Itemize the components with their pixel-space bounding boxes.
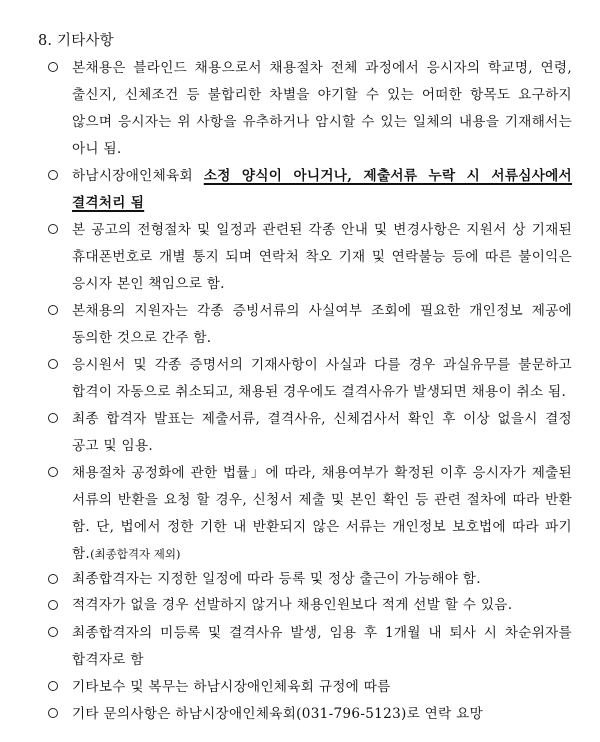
circle-bullet-icon <box>48 170 58 180</box>
circle-bullet-icon <box>48 359 58 369</box>
item-text: 본채용의 지원자는 각종 증빙서류의 사실여부 조회에 필요한 개인정보 제공에 동의한 것으로 간주 함. <box>72 303 572 346</box>
item-text: 채용절차 공정화에 관한 법률」에 따라, 채용여부가 확정된 이후 응시자가 제출된 서류의 반환을 요청 할 경우, 신청서 제출 및 본인 확인 등 관련 절차에 따라 반환 함. 단, 법에서 정한 기한 내 반환되지 않은 서류는 개인정보 보호법에 따라 파기 함. <box>72 465 572 562</box>
item-text: 본 공고의 전형절차 및 일정과 관련된 각종 안내 및 변경사항은 지원서 상 기재된 휴대폰번호로 개별 통지 되며 연락처 착오 기재 및 연락불능 등에 따른 불이익은 응시자 본인 책임으로 함. <box>72 222 572 292</box>
circle-bullet-icon <box>48 627 58 637</box>
section-title: 8. 기타사항 <box>38 33 114 49</box>
list-item-next-candidate <box>38 620 572 674</box>
item-prefix: 하남시장애인체육회 <box>72 168 204 184</box>
list-item-form-requirement <box>38 163 572 217</box>
item-text: 본채용은 블라인드 채용으로서 채용절차 전체 과정에서 응시자의 학교명, 연령, 출신지, 신체조건 등 불합리한 차별을 야기할 수 있는 어떠한 항목도 요구하지 않으며 응시자는 위 사항을 유추하거나 암시할 수 있는 일체의 내용을 기재해서는 아니 됨. <box>72 60 572 157</box>
emphasized-warning: 소정 양식이 아니거나, 제출서류 누락 시 서류심사에서 결격처리 됨 <box>72 168 572 211</box>
list-item-privacy-consent <box>38 298 572 352</box>
item-text: 기타보수 및 복무는 하남시장애인체육회 규정에 따름 <box>72 679 391 695</box>
item-text: 기타 문의사항은 하남시장애인체육회(031-796-5123)로 연락 요망 <box>72 706 484 722</box>
circle-bullet-icon <box>48 413 58 423</box>
circle-bullet-icon <box>48 574 58 584</box>
list-item-no-qualified <box>38 594 572 617</box>
item-text: 응시원서 및 각종 증명서의 기재사항이 사실과 다를 경우 과실유무를 불문하고 합격이 자동으로 취소되고, 채용된 경우에도 결격사유가 발생되면 채용이 취소 됨. <box>72 357 572 400</box>
list-item-notification <box>38 217 572 298</box>
circle-bullet-icon <box>48 708 58 718</box>
circle-bullet-icon <box>48 600 58 610</box>
item-text: 적격자가 없을 경우 선발하지 않거나 채용인원보다 적게 선발 할 수 있음. <box>72 597 513 613</box>
list-item-false-statement <box>38 352 572 406</box>
item-note: (최종합격자 제외) <box>90 547 181 561</box>
list-item-compensation <box>38 674 572 701</box>
list-item-registration <box>38 568 572 591</box>
item-text: 최종합격자의 미등록 및 결격사유 발생, 임용 후 1개월 내 퇴사 시 차순위자를 합격자로 함 <box>72 625 572 668</box>
circle-bullet-icon <box>48 305 58 315</box>
notice-list <box>38 55 572 728</box>
list-item-blind-hiring <box>38 55 572 163</box>
list-item-document-return <box>38 460 572 568</box>
list-item-final-announcement <box>38 406 572 460</box>
item-text: 최종 합격자 발표는 제출서류, 결격사유, 신체검사서 확인 후 이상 없을시 결정 공고 및 임용. <box>72 411 572 454</box>
item-text: 최종합격자는 지정한 일정에 따라 등록 및 정상 출근이 가능해야 함. <box>72 571 481 587</box>
list-item-contact <box>38 701 572 728</box>
circle-bullet-icon <box>48 681 58 691</box>
circle-bullet-icon <box>48 62 58 72</box>
circle-bullet-icon <box>48 467 58 477</box>
circle-bullet-icon <box>48 224 58 234</box>
